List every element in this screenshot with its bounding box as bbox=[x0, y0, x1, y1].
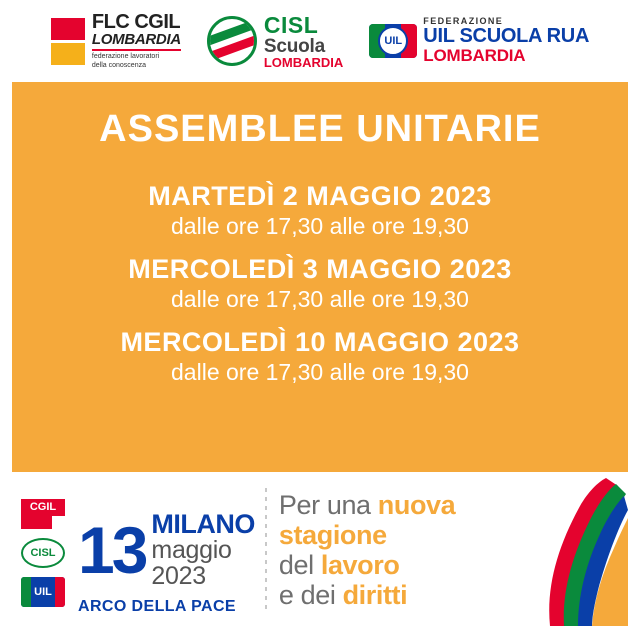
uil-scuola-logo bbox=[369, 17, 589, 65]
uil-small-label: UIL bbox=[34, 586, 52, 598]
slogan-line-1-accent: nuova bbox=[377, 489, 456, 520]
meeting-date: MERCOLEDÌ 10 MAGGIO 2023 bbox=[120, 326, 520, 357]
cisl-sector: Scuola bbox=[263, 35, 325, 57]
flc-cgil-logo bbox=[51, 12, 181, 69]
brush-strokes-svg bbox=[532, 476, 628, 626]
main-panel bbox=[12, 82, 628, 472]
page-title: ASSEMBLEE UNITARIE bbox=[99, 108, 541, 150]
uil-federation: FEDERAZIONE bbox=[423, 15, 504, 26]
uil-small-green-stripe-icon bbox=[21, 577, 31, 607]
cisl-emblem-icon bbox=[207, 16, 257, 66]
meeting-time: dalle ore 17,30 alle ore 19,30 bbox=[171, 213, 469, 240]
meeting-date: MARTEDÌ 2 MAGGIO 2023 bbox=[148, 181, 492, 211]
event-place: ARCO DELLA PACE bbox=[78, 598, 236, 615]
cisl-name: CISL bbox=[263, 11, 319, 38]
uil-region: LOMBARDIA bbox=[423, 46, 526, 66]
uil-badge-label: UIL bbox=[378, 26, 408, 56]
uil-badge-icon bbox=[369, 24, 417, 58]
cisl-logo-small: CISL bbox=[21, 538, 65, 568]
header-logos bbox=[0, 0, 640, 82]
union-logos bbox=[12, 472, 74, 628]
flc-cgil-subtitle: LOMBARDIA bbox=[91, 31, 181, 49]
flc-tagline-1: federazione lavoratori bbox=[91, 53, 160, 61]
brush-strokes-graphic bbox=[532, 476, 628, 626]
cisl-region: LOMBARDIA bbox=[263, 54, 344, 70]
meeting-item bbox=[120, 327, 519, 388]
slogan-line-4-accent: diritti bbox=[342, 580, 408, 611]
meeting-time: dalle ore 17,30 alle ore 19,30 bbox=[171, 285, 469, 312]
meeting-item bbox=[128, 254, 512, 315]
uil-small-red-stripe-icon bbox=[55, 577, 65, 607]
cgil-logo-small: CGIL bbox=[21, 499, 65, 529]
flc-cgil-text bbox=[92, 12, 181, 69]
slogan-line-3-plain: del bbox=[278, 550, 321, 580]
cisl-scuola-logo bbox=[207, 11, 344, 70]
event-month: maggio bbox=[151, 536, 232, 565]
event-city: MILANO bbox=[151, 508, 255, 539]
event-day: 13 bbox=[78, 512, 146, 587]
flc-cgil-title: FLC CGIL bbox=[91, 11, 181, 34]
meeting-item bbox=[148, 181, 492, 242]
flc-yellow-square-icon bbox=[51, 43, 85, 65]
slogan-line-1-plain: Per una bbox=[278, 489, 378, 520]
slogan-line-3-accent: lavoro bbox=[320, 550, 400, 580]
meeting-time: dalle ore 17,30 alle ore 19,30 bbox=[171, 358, 469, 385]
flc-cgil-mark bbox=[51, 18, 85, 65]
event-words bbox=[151, 508, 255, 590]
flc-red-square-icon bbox=[51, 18, 85, 40]
uil-text bbox=[423, 17, 589, 65]
cisl-text bbox=[263, 11, 344, 70]
slogan-line-2-accent: stagione bbox=[278, 519, 387, 550]
footer bbox=[12, 472, 628, 628]
flc-tagline-2: della conoscenza bbox=[91, 61, 146, 69]
slogan-line-4-plain: e dei bbox=[278, 580, 343, 611]
meeting-date: MERCOLEDÌ 3 MAGGIO 2023 bbox=[128, 253, 512, 284]
footer-divider bbox=[265, 488, 267, 612]
event-year: 2023 bbox=[151, 561, 206, 590]
flc-divider bbox=[92, 49, 181, 51]
uil-name: UIL SCUOLA RUA bbox=[423, 25, 590, 48]
uil-logo-small bbox=[21, 577, 65, 607]
